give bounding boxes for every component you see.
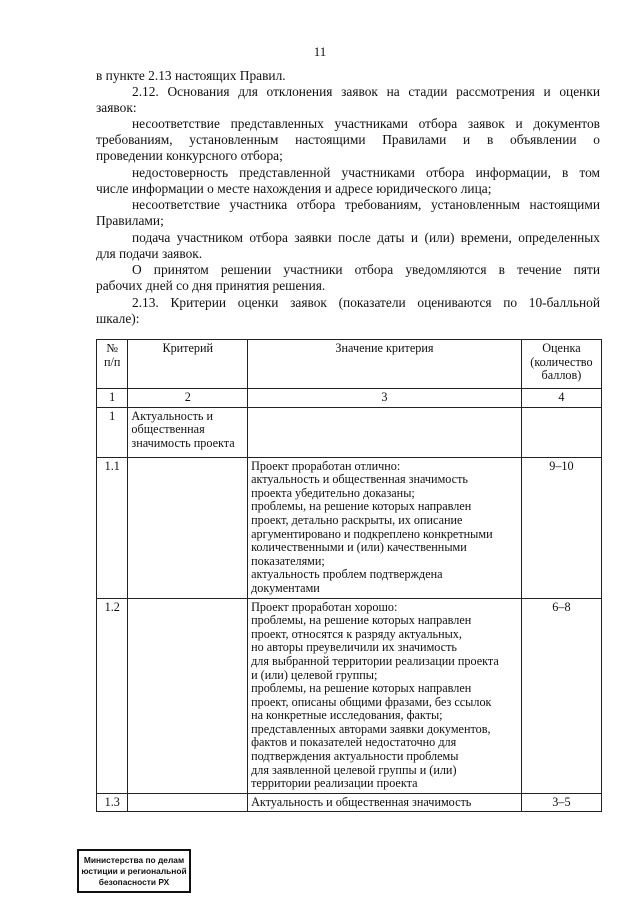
decision-line2: рабочих дней со дня принятия решения.	[96, 278, 326, 293]
row-value: Актуальность и общественная значимость	[248, 793, 522, 812]
table-row	[97, 598, 602, 793]
table-row	[97, 793, 602, 812]
row-score	[521, 407, 601, 457]
row-criterion: Актуальность и общественная значимость проекта	[128, 407, 248, 457]
stamp-line: Министерства по делам	[83, 854, 185, 865]
criteria-table	[96, 339, 602, 812]
ministry-stamp	[77, 849, 191, 893]
column-number: 4	[521, 389, 601, 408]
reason-1-line1: несоответствие представленных участниками отбора заявок и документов	[132, 116, 600, 131]
row-criterion	[128, 598, 248, 793]
paragraph-continuation: в пункте 2.13 настоящих Правил.	[96, 68, 286, 83]
table-column-number-row	[97, 389, 602, 408]
row-value: Проект проработан отлично: актуальность и общественная значимость проекта убедительно доказаны; проблемы, на решение которых направлен проект, детально раскрыты, их описание аргументировано и подкреплено конкретными количественными и (или) качественными показателями; актуальность проблем подтверждена документами	[248, 457, 522, 598]
paragraph-2-13-line2: шкале):	[96, 311, 140, 326]
row-score: 6–8	[521, 598, 601, 793]
column-number: 1	[97, 389, 128, 408]
reason-4-line1: подача участником отбора заявки после даты и (или) времени, определенных	[132, 230, 600, 245]
reason-1-line3: проведении конкурсного отбора;	[96, 148, 283, 163]
row-score: 9–10	[521, 457, 601, 598]
reason-2-line1: недостоверность представленной участниками отбора информации, в том	[132, 165, 600, 180]
row-value	[248, 407, 522, 457]
row-criterion	[128, 793, 248, 812]
table-row	[97, 457, 602, 598]
table-header-row	[97, 340, 602, 389]
table-row	[97, 407, 602, 457]
reason-4-line2: для подачи заявок.	[96, 246, 203, 261]
stamp-line: безопасности РХ	[98, 876, 170, 887]
column-number: 3	[248, 389, 522, 408]
paragraph-2-12-line2: заявок:	[96, 100, 137, 115]
row-criterion	[128, 457, 248, 598]
reason-3-line2: Правилами;	[96, 213, 164, 228]
header-number: № п/п	[97, 340, 128, 389]
reason-2-line2: числе информации о месте нахождения и адресе юридического лица;	[96, 181, 492, 196]
row-score: 3–5	[521, 793, 601, 812]
row-value: Проект проработан хорошо: проблемы, на решение которых направлен проект, относятся к разряду актуальных, но авторы преувеличили их значимость для выбранной территории реализации проекта и (или) целевой группы; проблемы, на решение которых направлен проект, описаны общими фразами, без ссылок на конкретные исследования, факты; представленных авторами заявки документов, фактов и показателей недостаточно для подтверждения актуальности проблемы для заявленной целевой группы и (или) территории реализации проекта	[248, 598, 522, 793]
reason-1-line2: требованиям, установленным настоящими Правилами и в объявлении о	[96, 132, 600, 147]
paragraph-2-12-line1: 2.12. Основания для отклонения заявок на стадии рассмотрения и оценки	[132, 84, 600, 99]
row-number: 1.3	[97, 793, 128, 812]
decision-line1: О принятом решении участники отбора уведомляются в течение пяти	[132, 262, 600, 277]
page-number: 11	[313, 44, 327, 59]
paragraph-2-13-line1: 2.13. Критерии оценки заявок (показатели оцениваются по 10-балльной	[132, 295, 600, 310]
header-score: Оценка (количество баллов)	[521, 340, 601, 389]
reason-3-line1: несоответствие участника отбора требованиям, установленным настоящими	[132, 197, 600, 212]
header-criterion-value: Значение критерия	[248, 340, 522, 389]
column-number: 2	[128, 389, 248, 408]
header-criterion: Критерий	[128, 340, 248, 389]
row-number: 1.1	[97, 457, 128, 598]
stamp-line: юстиции и региональной	[81, 865, 187, 876]
row-number: 1	[97, 407, 128, 457]
row-number: 1.2	[97, 598, 128, 793]
